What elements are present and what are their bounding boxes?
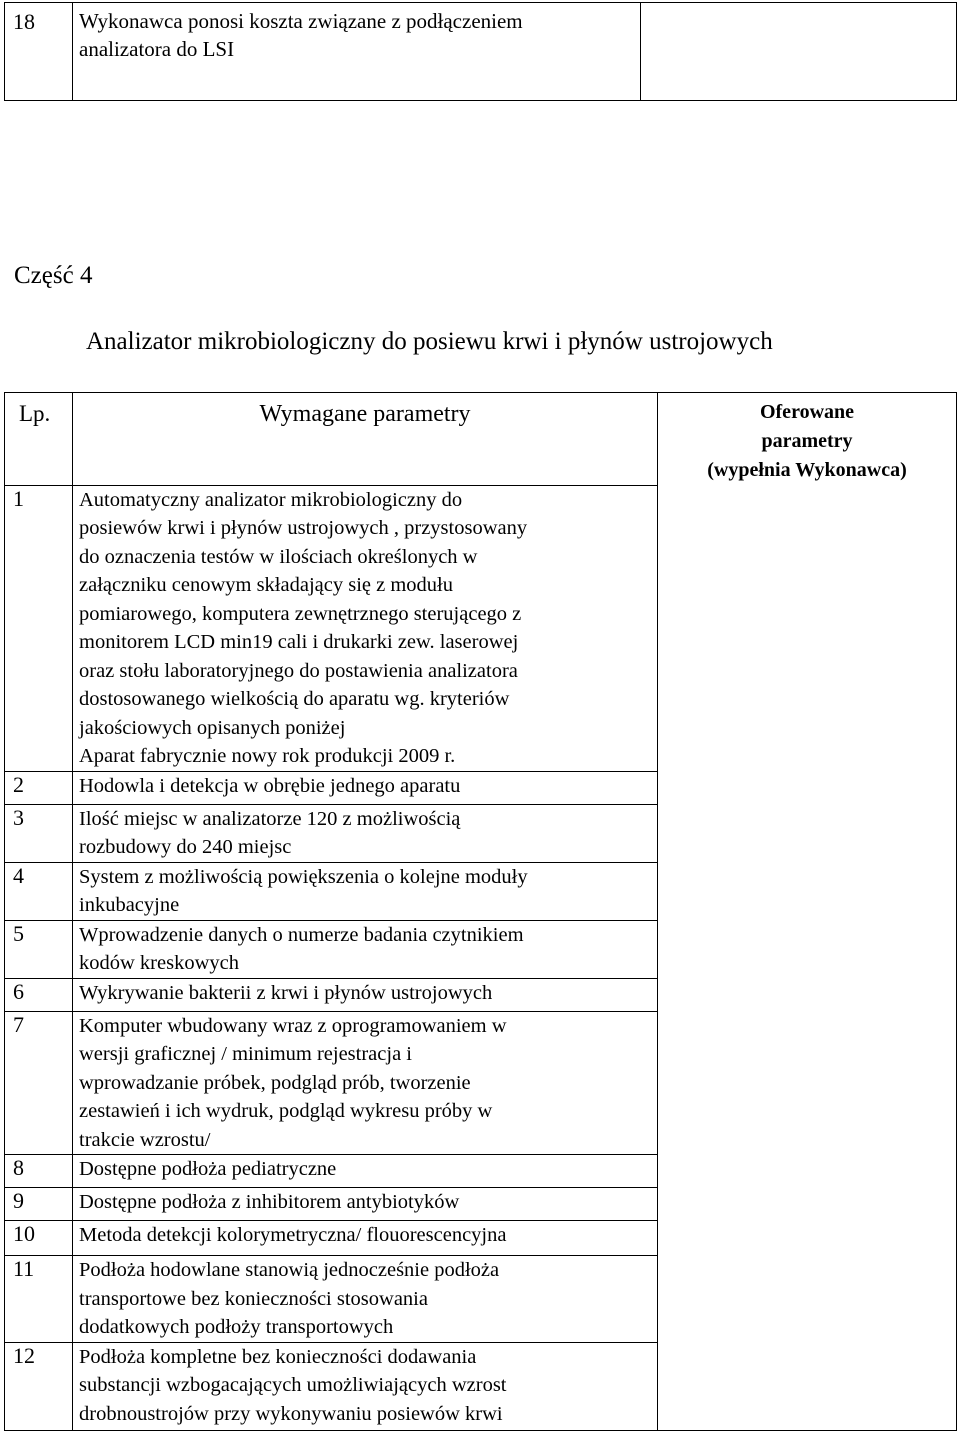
offered-cell[interactable]	[658, 1011, 957, 1155]
requirement-line: Ilość miejsc w analizatorze 120 z możliwością	[79, 807, 461, 830]
row-lp: 5	[5, 920, 73, 978]
requirement-line: rozbudowy do 240 miejsc	[79, 836, 292, 858]
requirement-line: Automatyczny analizator mikrobiologiczny do	[79, 488, 463, 511]
requirement-line: Aparat fabrycznie nowy rok produkcji 2009 r.	[79, 745, 456, 767]
row-requirement	[73, 1342, 658, 1430]
requirement-line: załączniku cenowym składający się z modułu	[79, 574, 453, 596]
requirement-line: substancji wzbogacających umożliwiających wzrost	[79, 1374, 507, 1396]
part-title: Część 4	[14, 262, 93, 289]
requirement-line: jakościowych opisanych poniżej	[79, 716, 346, 739]
table-row	[5, 862, 957, 920]
requirement-line: monitorem LCD min19 cali i drukarki zew. laserowej	[79, 631, 519, 653]
row-requirement	[73, 920, 658, 978]
row-requirement	[73, 978, 658, 1011]
table-row	[5, 3, 957, 101]
header-offered-parameters	[658, 393, 957, 486]
requirement-line: wersji graficznej / minimum rejestracja i	[79, 1043, 412, 1065]
requirement-line: oraz stołu laboratoryjnego do postawienia analizatora	[79, 659, 518, 682]
row-lp: 1	[5, 485, 73, 771]
requirement-line: posiewów krwi i płynów ustrojowych , przystosowany	[79, 517, 528, 539]
offered-cell[interactable]	[658, 862, 957, 920]
row-lp: 7	[5, 1011, 73, 1155]
row-lp: 6	[5, 978, 73, 1011]
table-header-row	[5, 393, 957, 486]
requirement-line: Wprowadzenie danych o numerze badania czytnikiem	[79, 923, 524, 946]
row-lp: 4	[5, 862, 73, 920]
row-lp: 12	[5, 1342, 73, 1430]
table-row	[5, 1188, 957, 1221]
row-requirement	[73, 804, 658, 862]
row-requirement	[73, 1188, 658, 1221]
row-requirement	[73, 1155, 658, 1188]
row-requirement	[73, 1011, 658, 1155]
previous-part-table	[4, 2, 957, 101]
requirement-line: drobnoustrojów przy wykonywaniu posiewów krwi	[79, 1402, 503, 1425]
table-row	[5, 1221, 957, 1256]
offered-cell[interactable]	[658, 485, 957, 771]
requirement-line: dodatkowych podłoży transportowych	[79, 1316, 394, 1338]
requirement-line: System z możliwością powiększenia o kolejne moduły	[79, 865, 528, 888]
offered-cell[interactable]	[658, 1256, 957, 1343]
row-requirement	[73, 1221, 658, 1256]
row-description	[73, 3, 641, 101]
requirement-line: wprowadzanie próbek, podgląd prób, tworzenie	[79, 1071, 471, 1094]
requirement-line: transportowe bez konieczności stosowania	[79, 1287, 428, 1310]
row-number: 18	[5, 3, 73, 101]
offered-cell[interactable]	[641, 3, 957, 101]
requirement-line: Hodowla i detekcja w obrębie jednego aparatu	[79, 774, 461, 797]
table-row	[5, 1011, 957, 1155]
row-lp: 8	[5, 1155, 73, 1188]
requirement-line: kodów kreskowych	[79, 952, 239, 974]
offered-cell[interactable]	[658, 920, 957, 978]
requirement-line: Podłoża hodowlane stanowią jednocześnie podłoża	[79, 1259, 500, 1281]
requirement-line: pomiarowego, komputera zewnętrznego sterującego z	[79, 602, 522, 625]
requirement-line: Dostępne podłoża pediatryczne	[79, 1158, 337, 1180]
row-requirement	[73, 771, 658, 804]
requirement-line: inkubacyjne	[79, 894, 180, 916]
row-lp: 3	[5, 804, 73, 862]
offered-cell[interactable]	[658, 1155, 957, 1188]
offered-cell[interactable]	[658, 1221, 957, 1256]
table-row	[5, 978, 957, 1011]
offered-cell[interactable]	[658, 771, 957, 804]
description-line: Wykonawca ponosi koszta związane z podłączeniem	[79, 9, 523, 33]
table-row	[5, 1155, 957, 1188]
requirement-line: dostosowanego wielkością do aparatu wg. kryteriów	[79, 688, 510, 710]
table-row	[5, 1256, 957, 1343]
table-row	[5, 1342, 957, 1430]
table-row	[5, 771, 957, 804]
row-lp: 10	[5, 1221, 73, 1256]
parameters-table	[4, 392, 957, 1431]
row-requirement	[73, 485, 658, 771]
row-requirement	[73, 1256, 658, 1343]
requirement-line: Podłoża kompletne bez konieczności dodawania	[79, 1345, 477, 1368]
requirement-line: Metoda detekcji kolorymetryczna/ flouorescencyjna	[79, 1224, 507, 1246]
table-row	[5, 485, 957, 771]
offered-cell[interactable]	[658, 1342, 957, 1430]
header-required-parameters: Wymagane parametry	[73, 393, 658, 486]
header-lp: Lp.	[5, 393, 73, 486]
requirement-line: Komputer wbudowany wraz z oprogramowaniem w	[79, 1014, 507, 1037]
requirement-line: trakcie wzrostu/	[79, 1128, 211, 1151]
offered-cell[interactable]	[658, 978, 957, 1011]
row-lp: 9	[5, 1188, 73, 1221]
table-row	[5, 804, 957, 862]
table-row	[5, 920, 957, 978]
offered-cell[interactable]	[658, 1188, 957, 1221]
requirement-line: Dostępne podłoża z inhibitorem antybiotyków	[79, 1191, 460, 1213]
requirement-line: zestawień i ich wydruk, podgląd wykresu próby w	[79, 1100, 493, 1122]
requirement-line: do oznaczenia testów w ilościach określonych w	[79, 545, 478, 568]
row-lp: 2	[5, 771, 73, 804]
header-offered-line: (wypełnia Wykonawca)	[707, 459, 907, 481]
row-requirement	[73, 862, 658, 920]
row-lp: 11	[5, 1256, 73, 1343]
offered-cell[interactable]	[658, 804, 957, 862]
header-offered-line: Oferowane	[759, 401, 855, 423]
description-line: analizatora do LSI	[79, 37, 235, 61]
section-title: Analizator mikrobiologiczny do posiewu krwi i płynów ustrojowych	[86, 328, 773, 355]
requirement-line: Wykrywanie bakterii z krwi i płynów ustrojowych	[79, 981, 493, 1004]
header-offered-line: parametry	[761, 430, 853, 452]
